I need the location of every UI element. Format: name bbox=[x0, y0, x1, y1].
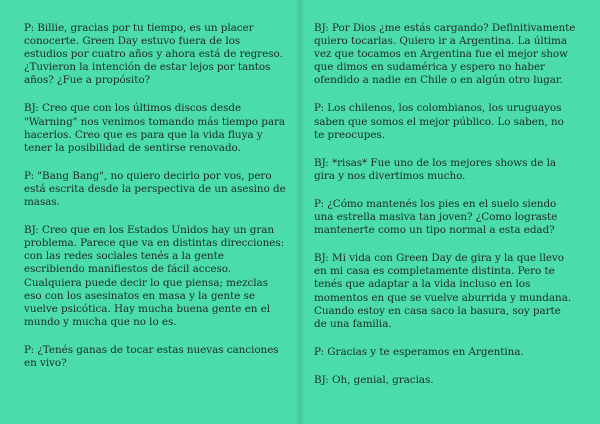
interview-paragraph: BJ: Oh, genial, gracias. bbox=[314, 373, 434, 386]
interview-paragraph: BJ: Creo que en los Estados Unidos hay un gran problema. Parece que va en distintas direcciones: con las redes sociales tenés a la gente escribiendo manifiestos de fácil acceso. Cualquiera puede decir lo que piensa; mezclas eso con los asesinatos en masa y la gente se vuelve psicótica. Hay mucha buena gente en el mundo y mucha que no lo es. bbox=[24, 224, 285, 328]
interview-paragraph: P: Los chilenos, los colombianos, los uruguayos saben que somos el mejor público. Lo saben, no te preocupes. bbox=[314, 102, 564, 141]
interview-paragraph: P: Gracias y te esperamos en Argentina. bbox=[314, 345, 524, 358]
interview-paragraph: BJ: Creo que con los últimos discos desde "Warning" nos venimos tomando más tiempo para hacerlos. Creo que es para que la vida fluya y tener la posibilidad de sentirse renovado. bbox=[24, 102, 286, 154]
interview-paragraph: P: ¿Tenés ganas de tocar estas nuevas canciones en vivo? bbox=[24, 343, 279, 369]
interview-paragraph: P: Billie, gracias por tu tiempo, es un placer conocerte. Green Day estuvo fuera de los estudios por cuatro años y ahora está de regreso. ¿Tuvieron la intención de estar lejos por tantos años? ¿Fue a propósito? bbox=[24, 22, 283, 87]
interview-paragraph: P: "Bang Bang", no quiero decirlo por vos, pero está escrita desde la perspectiva de un asesino de masas. bbox=[24, 169, 286, 209]
interview-paragraph: BJ: Mi vida con Green Day de gira y la que llevo en mi casa es completamente distinta. Pero te tenés que adaptar a la vida incluso en los momentos en que se vuelve aburrida y mundana. Cuando estoy en casa saco la basura, soy parte de una familia. bbox=[314, 252, 572, 330]
left-page-column bbox=[24, 22, 286, 385]
right-page-column bbox=[314, 22, 576, 402]
interview-paragraph: BJ: *risas* Fue uno de los mejores shows de la gira y nos divertimos mucho. bbox=[314, 156, 557, 182]
interview-paragraph: BJ: Por Dios ¿me estás cargando? Definitivamente quiero tocarlas. Quiero ir a Argentina. La última vez que tocamos en Argentina fue el mejor show que dimos en sudamérica y espero no haber ofendido a nadie en Chile o en algún otro lugar. bbox=[314, 22, 576, 87]
interview-paragraph: P: ¿Cómo mantenés los pies en el suelo siendo una estrella masiva tan joven? ¿Como lograste mantenerte como un tipo normal a esta edad? bbox=[314, 197, 558, 237]
